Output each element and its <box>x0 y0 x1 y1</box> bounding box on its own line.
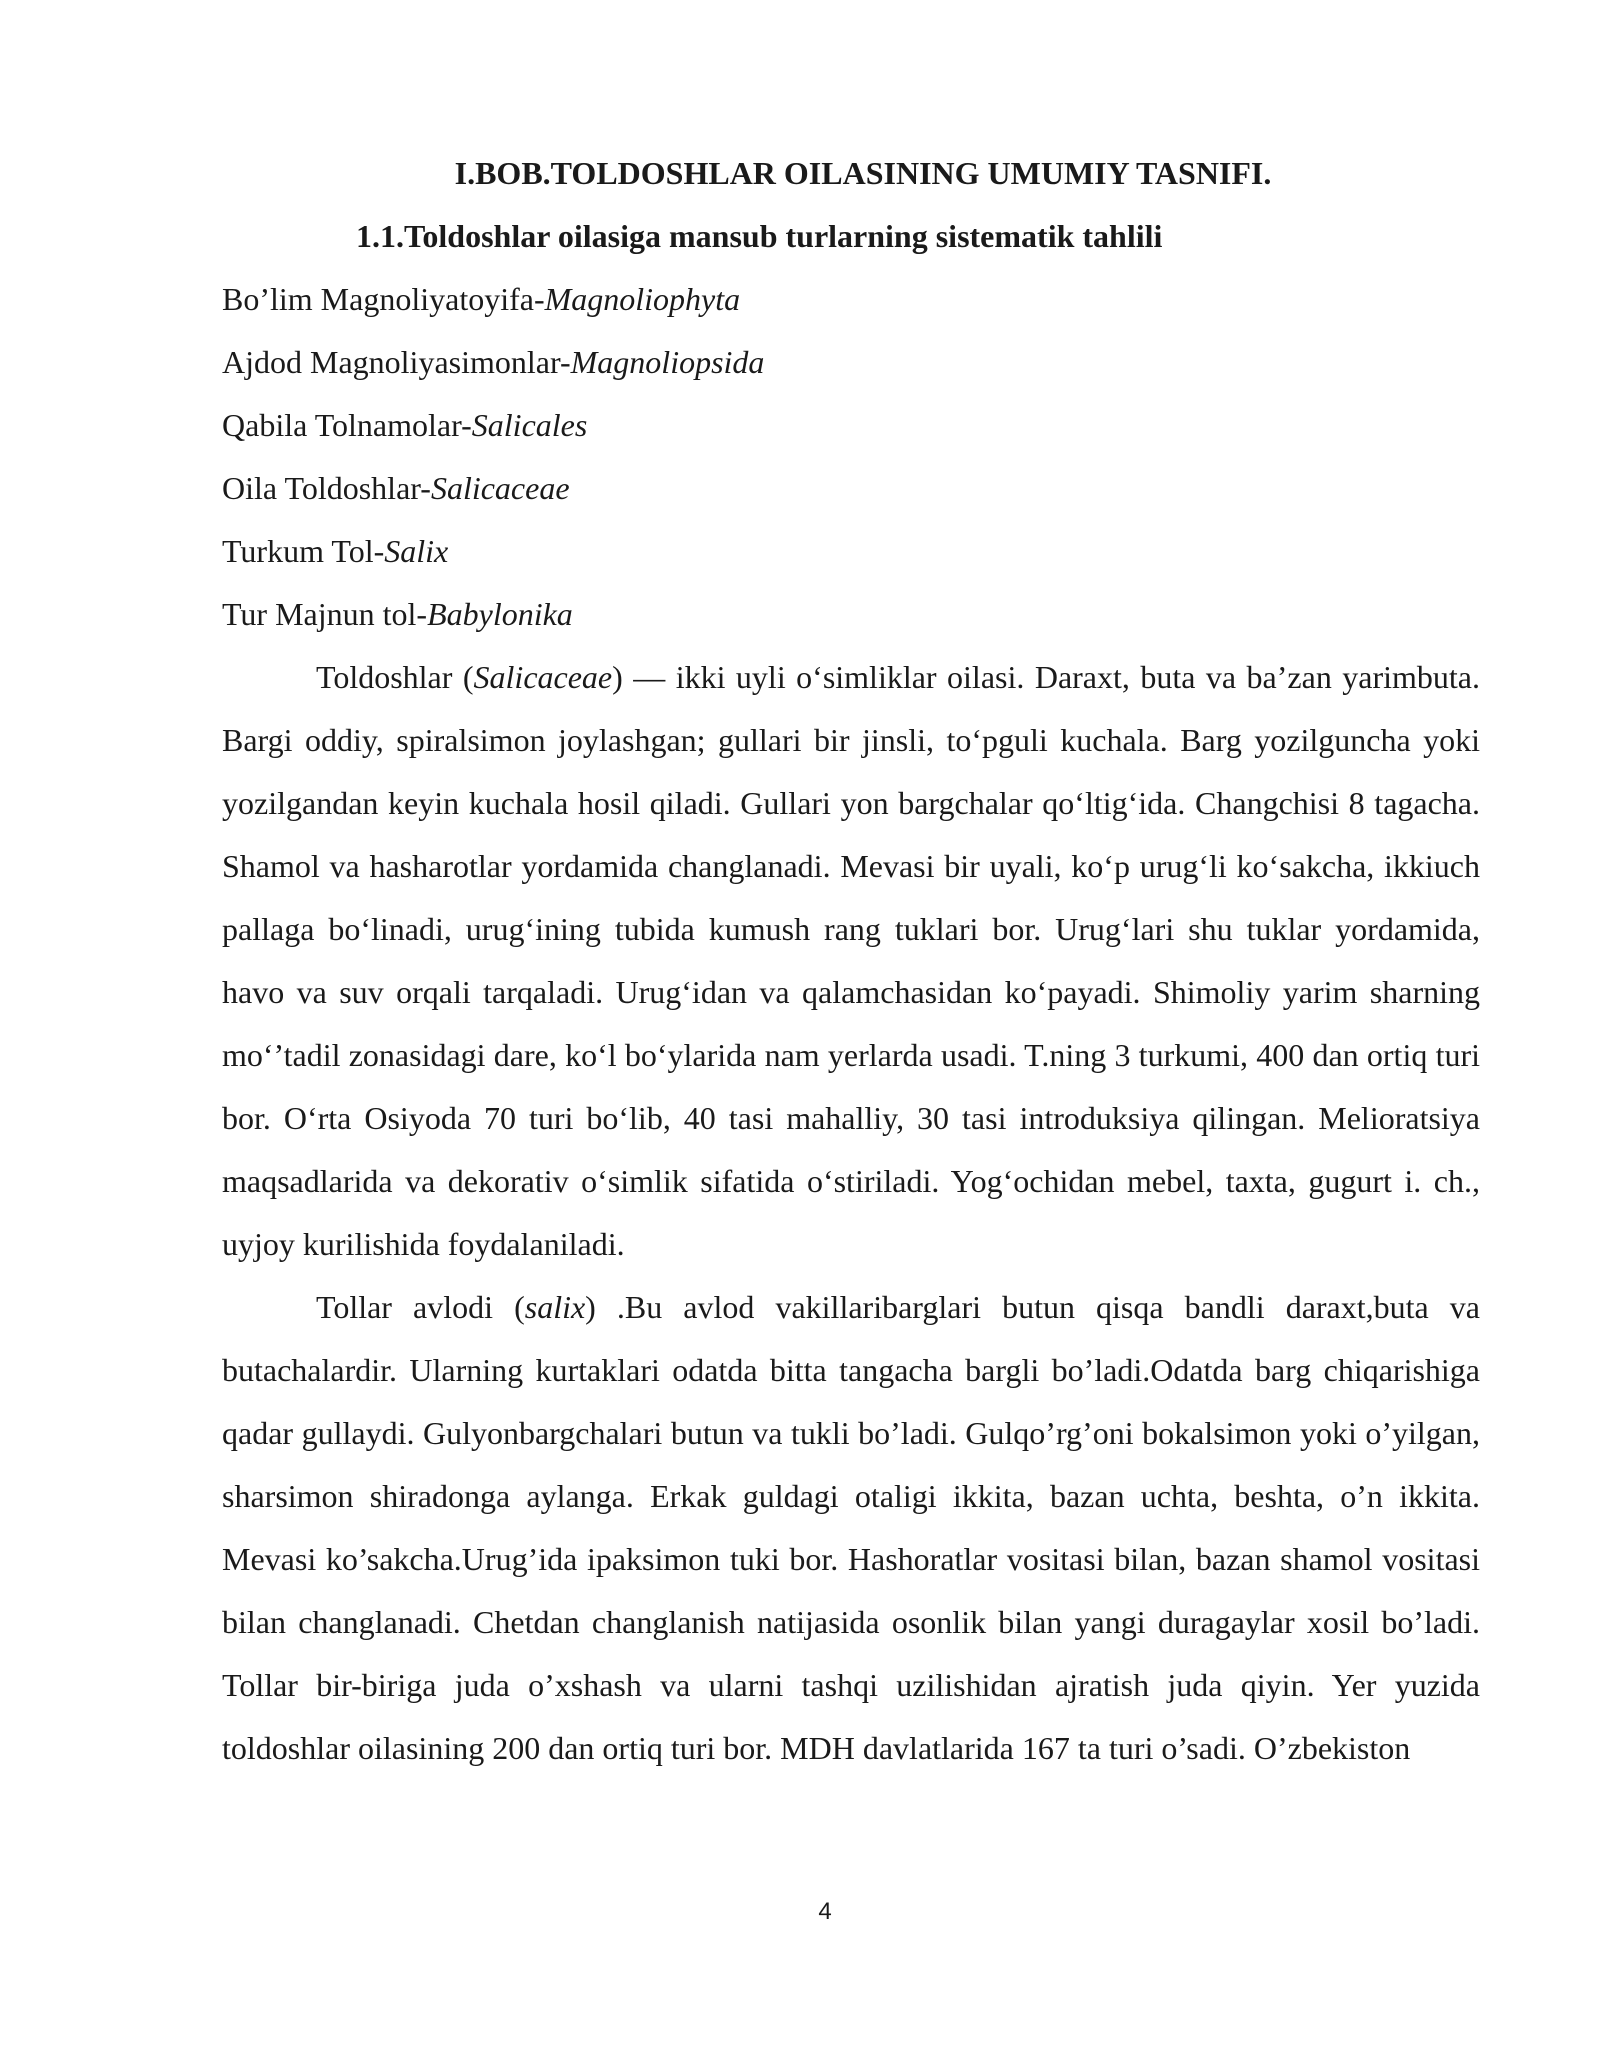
taxonomy-latin-name: Salicaceae <box>430 470 570 506</box>
chapter-heading: I.BOB.TOLDOSHLAR OILASINING UMUMIY TASNIFI. <box>454 155 1272 191</box>
taxonomy-rank: Qabila Tolnamolar- <box>222 407 472 443</box>
paragraph-salicaceae <box>222 646 1480 1276</box>
taxonomy-rank: Tur Majnun tol- <box>222 596 428 632</box>
taxonomy-line-species <box>222 583 1480 646</box>
taxonomy-rank: Turkum Tol- <box>222 533 385 569</box>
taxonomy-line-genus <box>222 520 1480 583</box>
taxonomy-line-order <box>222 394 1480 457</box>
text-span: ) — ikki uyli o‘simliklar oilasi. Daraxt, buta va ba’zan yarimbuta. Bargi oddiy, spiralsimon joylashgan; gullari bir jinsli, to‘pguli kuchala. Barg yozilguncha yoki yozilgandan keyin kuchala hosil qiladi. Gullari yon bargchalar qo‘ltig‘ida. Changchisi 8 tagacha. Shamol va hasharotlar yordamida changlanadi. Mevasi bir uyali, ko‘p urug‘li ko‘sakcha, ikkiuch pallaga bo‘linadi, urug‘ining tubida kumush rang tuklari bor. Urug‘lari shu tuklar yordamida, havo va suv orqali tarqaladi. Urug‘idan va qalamchasidan ko‘payadi. Shimoliy yarim sharning mo‘’tadil zonasidagi dare, ko‘l bo‘ylarida nam yerlarda usadi. T.ning 3 turkumi, 400 dan ortiq turi bor. O‘rta Osiyoda 70 turi bo‘lib, 40 tasi mahalliy, 30 tasi introduksiya qilingan. Melioratsiya maqsadlarida va dekorativ o‘simlik sifatida o‘stiriladi. Yog‘ochidan mebel, taxta, gugurt i. ch., uyjoy kurilishida foydalaniladi. <box>222 659 1481 1262</box>
latin-term: Salicaceae <box>473 659 613 695</box>
latin-term: salix <box>524 1289 586 1325</box>
taxonomy-latin-name: Magnoliophyta <box>544 281 741 317</box>
document-page <box>222 142 1480 1780</box>
page-number: 4 <box>818 1898 832 1925</box>
taxonomy-line-family <box>222 457 1480 520</box>
section-heading: 1.1.Toldoshlar oilasiga mansub turlarning sistematik tahlili <box>356 218 1163 254</box>
taxonomy-rank: Bo’lim Magnoliyatoyifa- <box>222 281 545 317</box>
text-span: Tollar avlodi ( <box>316 1289 525 1325</box>
taxonomy-latin-name: Salicales <box>471 407 588 443</box>
taxonomy-rank: Oila Toldoshlar- <box>222 470 431 506</box>
taxonomy-latin-name: Babylonika <box>427 596 573 632</box>
taxonomy-rank: Ajdod Magnoliyasimonlar- <box>222 344 571 380</box>
text-span: Toldoshlar ( <box>316 659 474 695</box>
text-span: ) .Bu avlod vakillaribarglari butun qisqa bandli daraxt,buta va butachalardir. Ularning kurtaklari odatda bitta tangacha bargli bo’ladi.Odatda barg chiqarishiga qadar gullaydi. Gulyonbargchalari butun va tukli bo’ladi. Gulqo’rg’oni bokalsimon yoki o’yilgan, sharsimon shiradonga aylanga. Erkak guldagi otaligi ikkita, bazan uchta, beshta, o’n ikkita. Mevasi ko’sakcha.Urug’ida ipaksimon tuki bor. Hashoratlar vositasi bilan, bazan shamol vositasi bilan changlanadi. Chetdan changlanish natijasida osonlik bilan yangi duragaylar xosil bo’ladi. Tollar bir-biriga juda o’xshash va ularni tashqi uzilishidan ajratish juda qiyin. Yer yuzida toldoshlar oilasining 200 dan ortiq turi bor. MDH davlatlarida 167 ta turi o’sadi. O’zbekiston <box>222 1289 1481 1766</box>
taxonomy-latin-name: Magnoliopsida <box>570 344 765 380</box>
taxonomy-line-class <box>222 331 1480 394</box>
taxonomy-list <box>222 268 1480 646</box>
paragraph-salix <box>222 1276 1480 1780</box>
taxonomy-latin-name: Salix <box>384 533 449 569</box>
taxonomy-line-division <box>222 268 1480 331</box>
